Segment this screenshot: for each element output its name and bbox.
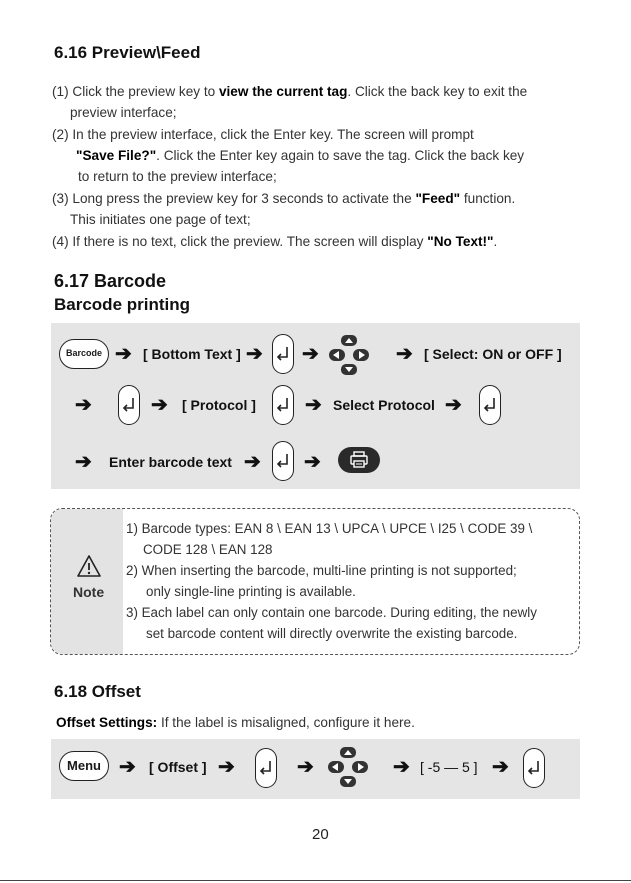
arrow-icon: ➔	[244, 451, 261, 473]
offset-steps-panel	[51, 739, 580, 799]
arrow-icon: ➔	[151, 394, 168, 416]
offset-step: [ Offset ]	[149, 759, 207, 775]
section-title-6-17: 6.17 Barcode	[54, 271, 167, 291]
page-number: 20	[312, 826, 329, 843]
bottom-text-step: [ Bottom Text ]	[143, 346, 241, 362]
section-title-6-16: 6.16 Preview\Feed	[54, 43, 201, 62]
note-sidebar	[51, 509, 123, 655]
offset-settings-desc: Offset Settings: If the label is misaligned, configure it here.	[56, 715, 415, 730]
section-title-6-18: 6.18 Offset	[54, 682, 141, 701]
arrow-icon: ➔	[445, 394, 462, 416]
preview-item-4: (4) If there is no text, click the preview. The screen will display "No Text!".	[52, 234, 498, 249]
preview-item-2-cont2: to return to the preview interface;	[78, 169, 277, 184]
enter-key-icon	[272, 441, 294, 481]
arrow-icon: ➔	[396, 343, 413, 365]
print-key-icon	[338, 447, 380, 473]
enter-key-icon	[272, 334, 294, 374]
note-item-1: 1) Barcode types: EAN 8 \ EAN 13 \ UPCA \ UPCE \ I25 \ CODE 39 \	[126, 521, 533, 536]
page-bottom-rule	[0, 880, 631, 881]
preview-item-2: (2) In the preview interface, click the Enter key. The screen will prompt	[52, 127, 474, 142]
arrow-icon: ➔	[304, 451, 321, 473]
warning-icon	[76, 554, 102, 578]
barcode-steps-panel	[51, 323, 580, 489]
protocol-step: [ Protocol ]	[182, 397, 256, 413]
enter-key-icon	[255, 748, 277, 788]
preview-item-3-cont: This initiates one page of text;	[70, 212, 251, 227]
enter-key-icon	[118, 385, 140, 425]
note-box	[50, 508, 580, 655]
note-item-3: 3) Each label can only contain one barcode. During editing, the newly	[126, 605, 537, 620]
note-item-3-cont: set barcode content will directly overwrite the existing barcode.	[146, 626, 518, 641]
preview-item-2-cont: "Save File?". Click the Enter key again to save the tag. Click the back key	[76, 148, 525, 163]
preview-item-1: (1) Click the preview key to view the current tag. Click the back key to exit the	[52, 84, 528, 99]
section-subtitle-barcode-printing: Barcode printing	[54, 295, 191, 314]
note-item-1-cont: CODE 128 \ EAN 128	[143, 542, 273, 557]
arrow-icon: ➔	[119, 756, 136, 778]
arrow-icon: ➔	[75, 394, 92, 416]
note-item-2-cont: only single-line printing is available.	[146, 584, 356, 599]
offset-range-step: [ -5 — 5 ]	[420, 759, 478, 775]
arrow-icon: ➔	[246, 343, 263, 365]
arrow-icon: ➔	[492, 756, 509, 778]
arrow-icon: ➔	[75, 451, 92, 473]
select-protocol-step: Select Protocol	[333, 397, 435, 413]
note-label: Note	[73, 584, 105, 600]
arrow-icon: ➔	[297, 756, 314, 778]
enter-key-icon	[523, 748, 545, 788]
barcode-key: Barcode	[59, 339, 109, 369]
arrow-icon: ➔	[305, 394, 322, 416]
direction-pad-icon	[327, 333, 371, 377]
arrow-icon: ➔	[115, 343, 132, 365]
direction-pad-icon	[326, 745, 370, 789]
menu-key: Menu	[59, 751, 109, 781]
arrow-icon: ➔	[218, 756, 235, 778]
arrow-icon: ➔	[302, 343, 319, 365]
preview-item-3: (3) Long press the preview key for 3 seconds to activate the "Feed" function.	[52, 191, 516, 206]
select-on-off-step: [ Select: ON or OFF ]	[424, 346, 562, 362]
arrow-icon: ➔	[393, 756, 410, 778]
note-item-2: 2) When inserting the barcode, multi-line printing is not supported;	[126, 563, 517, 578]
enter-key-icon	[272, 385, 294, 425]
enter-key-icon	[479, 385, 501, 425]
preview-item-1-cont: preview interface;	[70, 105, 177, 120]
enter-barcode-text-step: Enter barcode text	[109, 454, 232, 470]
